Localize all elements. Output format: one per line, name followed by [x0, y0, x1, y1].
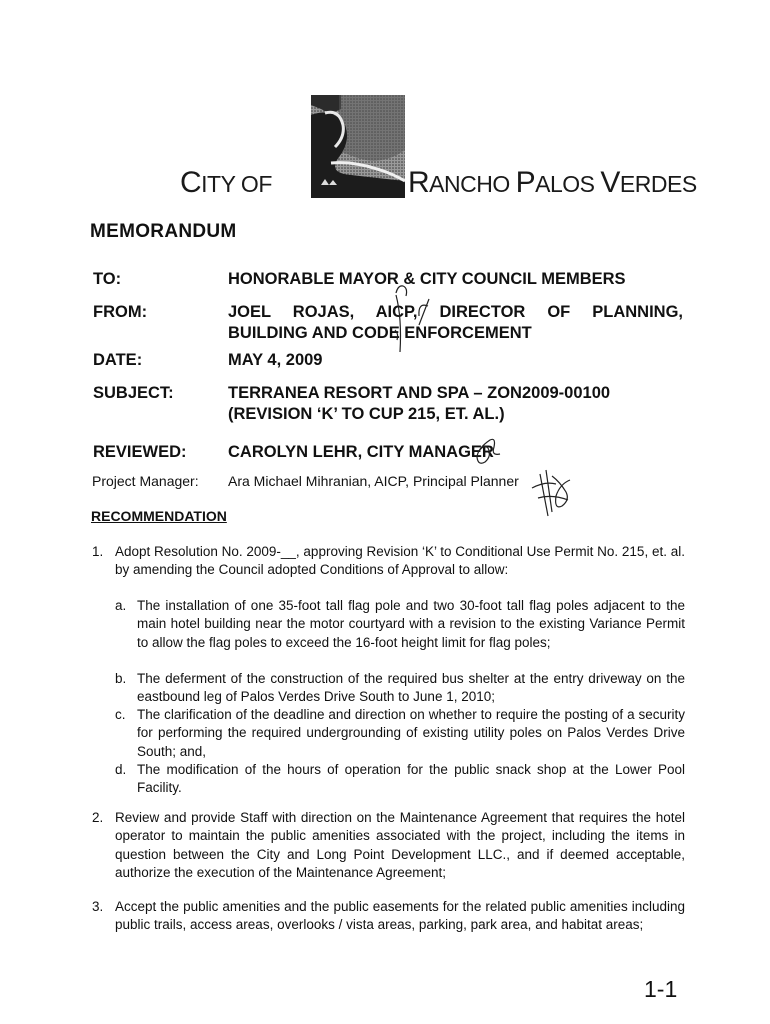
recommendation-heading: RECOMMENDATION [91, 508, 227, 524]
item-1-number: 1. [92, 544, 104, 559]
subject-value-line1: TERRANEA RESORT AND SPA – ZON2009-00100 [228, 384, 611, 402]
item-2-text: Review and provide Staff with direction on the Maintenance Agreement that requires the hotel operator to maintain the public amenities associated with the project, including the items in question between the City and Long Point Development LLC., and if deemed acceptable, authorize the execution of the Maintenance Agreement; [115, 810, 685, 880]
item-3-text: Accept the public amenities and the public easements for the related public amenities including public trails, access areas, overlooks / vista areas, parking, park area, and habitat areas; [115, 899, 685, 933]
project-manager-value: Ara Michael Mihranian, AICP, Principal Planner [228, 473, 519, 489]
item-1c-text: The clarification of the deadline and direction on whether to require the posting of a security for performing the required undergrounding of existing utility poles on Palos Verdes Drive South; and, [137, 707, 685, 759]
item-1d-text: The modification of the hours of operation for the public snack shop at the Lower Pool Facility. [137, 762, 685, 796]
date-label: DATE: [93, 351, 143, 369]
item-2-number: 2. [92, 810, 104, 825]
reviewed-label: REVIEWED: [93, 443, 187, 461]
project-manager-label: Project Manager: [92, 473, 199, 489]
item-1b-text: The deferment of the construction of the required bus shelter at the entry driveway on the eastbound leg of Palos Verdes Drive South to June 1, 2010; [137, 671, 685, 705]
item-3-number: 3. [92, 899, 104, 914]
subject-value-line2: (REVISION ‘K’ TO CUP 215, ET. AL.) [228, 405, 505, 423]
item-1c-letter: c. [115, 707, 126, 722]
from-label: FROM: [93, 303, 148, 321]
reviewed-value: CAROLYN LEHR, CITY MANAGER [228, 443, 494, 461]
to-label: TO: [93, 270, 122, 288]
item-1-text: Adopt Resolution No. 2009-__, approving Revision ‘K’ to Conditional Use Permit No. 215, et. al. by amending the Council adopted Conditions of Approval to allow: [115, 544, 685, 578]
page-number: 1-1 [644, 976, 678, 1002]
item-1b-letter: b. [115, 671, 127, 686]
memo-title: MEMORANDUM [90, 221, 237, 242]
item-1d-letter: d. [115, 762, 127, 777]
subject-label: SUBJECT: [93, 384, 174, 402]
to-value: HONORABLE MAYOR & CITY COUNCIL MEMBERS [228, 270, 626, 288]
from-value-line2: BUILDING AND CODE ENFORCEMENT [228, 324, 532, 342]
logo-city-of: CITY OF [180, 166, 272, 199]
item-1a-text: The installation of one 35-foot tall flag pole and two 30-foot tall flag poles adjacent to the main hotel building near the motor courtyard with a revision to the existing Variance Permit to allow the flag poles to exceed the 16-foot height limit for flag poles; [137, 598, 685, 650]
item-1a-letter: a. [115, 598, 127, 613]
date-value: MAY 4, 2009 [228, 351, 323, 369]
logo-rancho-palos-verdes: RANCHO PALOS VERDES [408, 166, 697, 199]
from-value-line1: JOEL ROJAS, AICP, DIRECTOR OF PLANNING, [228, 303, 683, 321]
